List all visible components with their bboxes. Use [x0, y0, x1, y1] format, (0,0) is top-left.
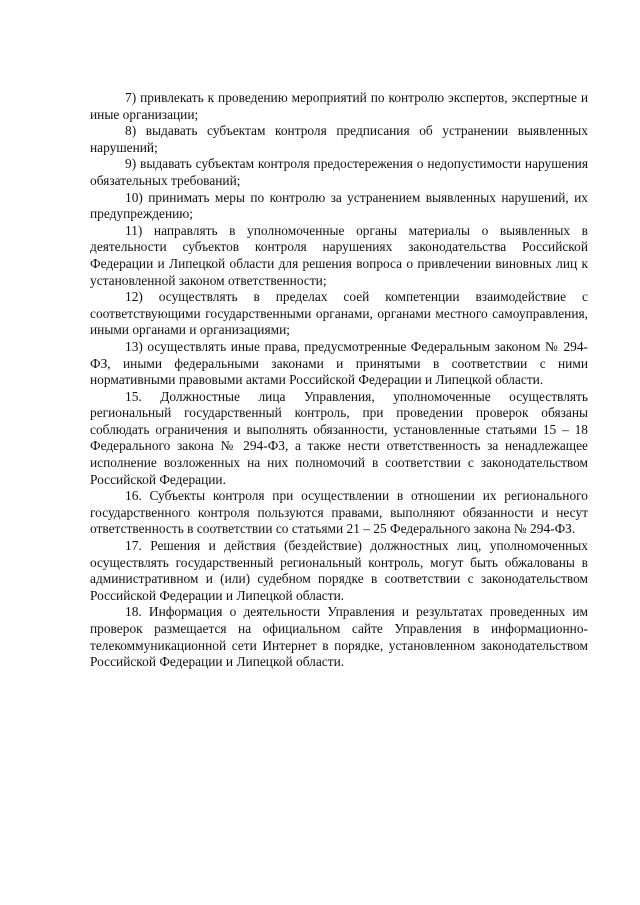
paragraph-section-17: 17. Решения и действия (бездействие) должностных лиц, уполномоченных осуществлять государственный региональный контроль, могут быть обжалованы в административном и (или) судебном порядке в соответствии с законодательством Российской Федерации и Липецкой области. [90, 538, 588, 603]
paragraph-item-10: 10) принимать меры по контролю за устранением выявленных нарушений, их предупреждению; [90, 189, 588, 222]
paragraph-item-7: 7) привлекать к проведению мероприятий по контролю экспертов, экспертные и иные организации; [90, 90, 588, 122]
paragraph-section-16: 16. Субъекты контроля при осуществлении в отношении их регионального государственного контроля пользуются правами, выполняют обязанности и несут ответственность в соответствии со статьями 21 – 25 Федерального закона № 294-ФЗ. [90, 488, 588, 537]
document-body [90, 90, 588, 671]
paragraph-item-9: 9) выдавать субъектам контроля предостережения о недопустимости нарушения обязательных требований; [90, 156, 588, 188]
paragraph-item-13: 13) осуществлять иные права, предусмотренные Федеральным законом № 294-ФЗ, иными федеральными законами и принятыми в соответствии с ними нормативными правовыми актами Российской Федерации и Липецкой области. [90, 338, 588, 388]
paragraph-section-15: 15. Должностные лица Управления, уполномоченные осуществлять региональный государственный контроль, при проведении проверок обязаны соблюдать ограничения и выполнять обязанности, установленные статьями 15 – 18 Федерального закона № 294-ФЗ, а также нести ответственность за ненадлежащее исполнение возложенных на них полномочий в соответствии с законодательством Российской Федерации. [90, 388, 588, 487]
paragraph-item-11: 11) направлять в уполномоченные органы материалы о выявленных в деятельности субъектов контроля нарушениях законодательства Российской Федерации и Липецкой области для решения вопроса о привлечении виновных лиц к установленной законом ответственности; [90, 222, 588, 288]
paragraph-section-18: 18. Информация о деятельности Управления и результатах проведенных им проверок размещается на официальном сайте Управления в информационно-телекоммуникационной сети Интернет в порядке, установленном законодательством Российской Федерации и Липецкой области. [90, 604, 588, 670]
paragraph-item-12: 12) осуществлять в пределах соей компетенции взаимодействие с соответствующими государственными органами, органами местного самоуправления, иными органами и организациями; [90, 289, 588, 338]
paragraph-item-8: 8) выдавать субъектам контроля предписания об устранении выявленных нарушений; [90, 123, 588, 155]
